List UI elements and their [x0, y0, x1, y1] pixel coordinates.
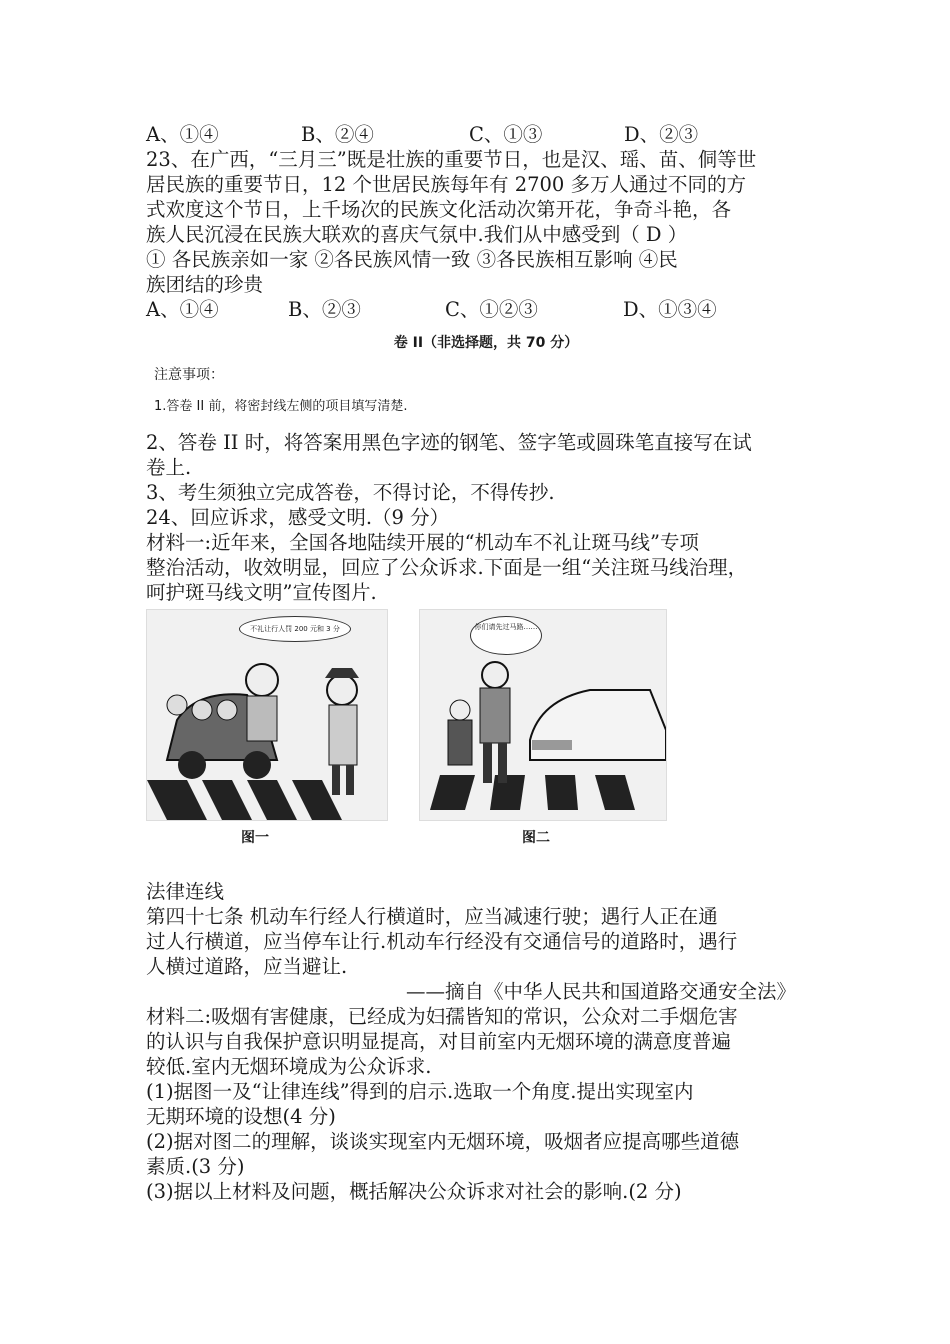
- q24-line: 24、回应诉求，感受文明.（9 分）: [146, 506, 450, 529]
- material-2-line: 材料二:吸烟有害健康，已经成为妇孺皆知的常识，公众对二手烟危害: [146, 1005, 738, 1028]
- q22-option-a: A、①④: [146, 123, 219, 146]
- q22-option-d: D、②③: [624, 123, 699, 146]
- notice-item-1: 1.答卷 II 前，将密封线左侧的项目填写清楚.: [154, 399, 408, 414]
- q23-line: 式欢度这个节日，上千场次的民族文化活动次第开花，争奇斗艳，各: [146, 198, 732, 221]
- q22-option-c: C、①③: [469, 123, 543, 146]
- notice-line: 3、考生须独立完成答卷，不得讨论，不得传抄.: [146, 481, 555, 504]
- q23-question: [146, 147, 826, 297]
- material-2-line: 的认识与自我保护意识明显提高，对目前室内无烟环境的满意度普遍: [146, 1030, 732, 1053]
- figure-1-speech-bubble: 不礼让行人罚 200 元和 3 分: [239, 616, 351, 642]
- q22-option-b: B、②④: [301, 123, 374, 146]
- law-line: 第四十七条 机动车行经人行横道时，应当减速行驶；遇行人正在通: [146, 905, 718, 928]
- figure-1-caption: 图一: [241, 830, 269, 846]
- question-line: 无期环境的设想(4 分): [146, 1105, 336, 1128]
- q23-option-d: D、①③④: [623, 298, 717, 321]
- q24-line: 整治活动，收效明显，回应了公众诉求.下面是一组“关注斑马线治理，: [146, 556, 748, 579]
- q23-option-b: B、②③: [288, 298, 361, 321]
- law-line: 法律连线: [146, 880, 225, 903]
- question-line: (1)据图一及“让律连线”得到的启示.选取一个角度.提出实现室内: [146, 1080, 694, 1103]
- question-line: (3)据以上材料及问题，概括解决公众诉求对社会的影响.(2 分): [146, 1180, 682, 1203]
- section-title: 卷 II（非选择题，共 70 分）: [393, 335, 579, 351]
- notice-line: 卷上.: [146, 456, 192, 479]
- q24-line: 呵护斑马线文明”宣传图片.: [146, 581, 377, 604]
- q23-option-a: A、①④: [146, 298, 219, 321]
- figure-2-cartoon: [419, 609, 667, 821]
- q23-options: [146, 297, 826, 322]
- traffic-police-cartoon-icon: [147, 610, 387, 820]
- car-yielding-cartoon-icon: [420, 610, 666, 820]
- q23-line: 居民族的重要节日，12 个世居民族每年有 2700 多万人通过不同的方: [146, 173, 747, 196]
- q22-options: [146, 122, 826, 147]
- q24-line: 材料一:近年来，全国各地陆续开展的“机动车不礼让斑马线”专项: [146, 531, 700, 554]
- q23-line: 族团结的珍贵: [146, 273, 264, 296]
- law-line: 人横过道路，应当避让.: [146, 955, 348, 978]
- figures: [146, 609, 826, 857]
- figure-1-cartoon: [146, 609, 388, 821]
- figure-2-caption: 图二: [522, 830, 550, 846]
- q23-line: 23、在广西，“三月三”既是壮族的重要节日，也是汉、瑶、苗、侗等世: [146, 148, 757, 171]
- q23-line: 族人民沉浸在民族大联欢的喜庆气氛中.我们从中感受到（ D ）: [146, 223, 688, 246]
- question-line: (2)据对图二的理解，谈谈实现室内无烟环境，吸烟者应提高哪些道德: [146, 1130, 740, 1153]
- notice-line: 2、答卷 II 时，将答案用黑色字迹的钢笔、签字笔或圆珠笔直接写在试: [146, 431, 752, 454]
- notice-heading: 注意事项：: [154, 367, 224, 383]
- question-line: 素质.(3 分): [146, 1155, 245, 1178]
- q23-line: ① 各民族亲如一家 ②各民族风情一致 ③各民族相互影响 ④民: [146, 248, 678, 271]
- exam-page: [146, 122, 826, 1204]
- figure-2-speech-bubble: 你们请先过马路……: [470, 616, 542, 655]
- q23-option-c: C、①②③: [445, 298, 538, 321]
- law-source: ——摘自《中华人民共和国道路交通安全法》: [405, 980, 796, 1003]
- material-2-line: 较低.室内无烟环境成为公众诉求.: [146, 1055, 432, 1078]
- law-line: 过人行横道，应当停车让行.机动车行经没有交通信号的道路时，遇行: [146, 930, 738, 953]
